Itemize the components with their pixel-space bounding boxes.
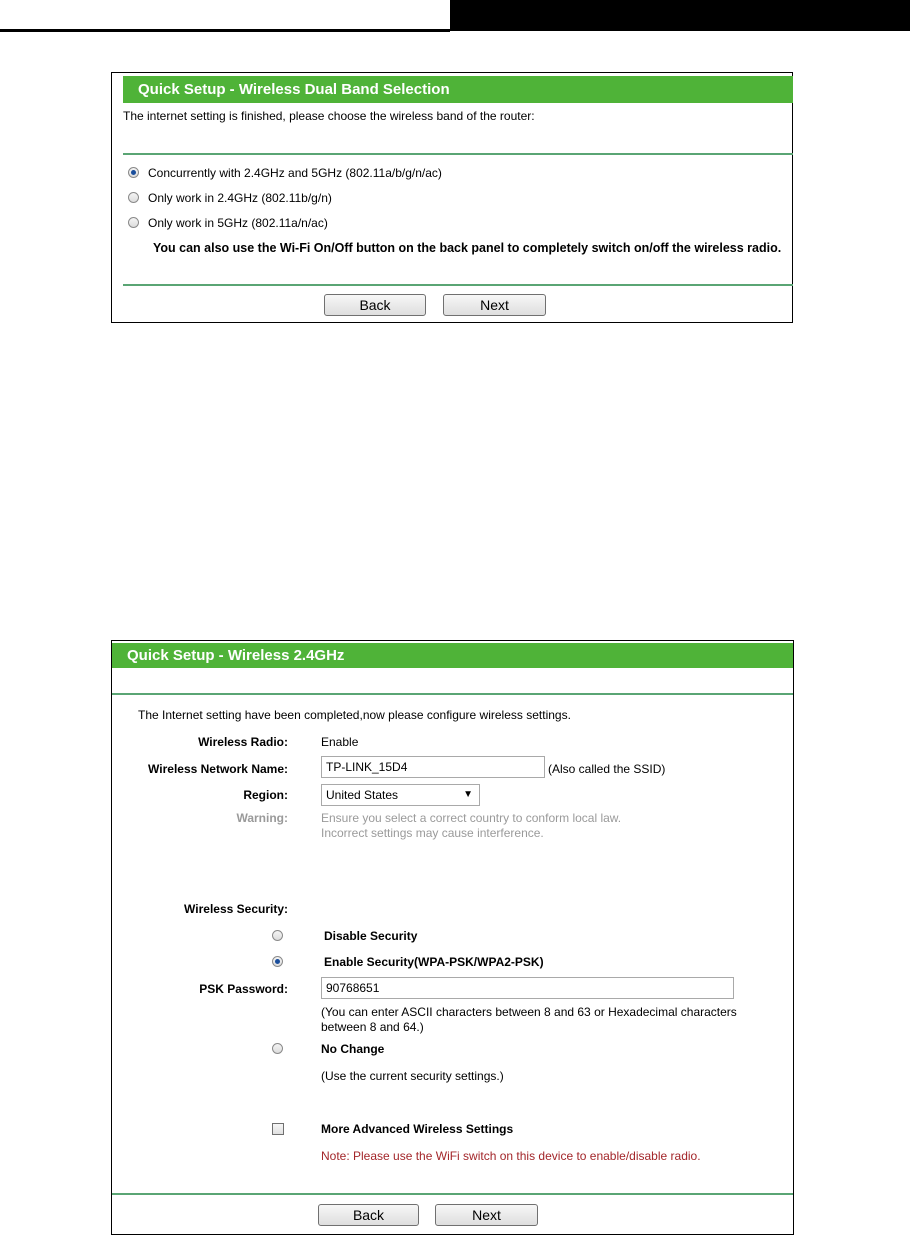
ssid-input[interactable]: TP-LINK_15D4	[321, 756, 545, 778]
band-5ghz-radio[interactable]	[128, 217, 139, 228]
no-change-radio[interactable]	[272, 1043, 283, 1054]
dual-band-panel	[111, 72, 793, 323]
header-black-bar	[450, 0, 910, 31]
header-rule	[0, 29, 450, 32]
band-concurrent-label: Concurrently with 2.4GHz and 5GHz (802.11a/b/g/n/ac)	[148, 166, 442, 180]
wireless-security-label: Wireless Security:	[184, 902, 288, 916]
back-button[interactable]: Back	[324, 294, 426, 316]
disable-security-label: Disable Security	[324, 929, 418, 943]
warning-label: Warning:	[236, 811, 288, 825]
divider	[123, 284, 793, 286]
wireless-radio-label: Wireless Radio:	[198, 735, 288, 749]
enable-security-label: Enable Security(WPA-PSK/WPA2-PSK)	[324, 955, 544, 969]
region-select[interactable]	[321, 784, 480, 806]
radio-switch-note: Note: Please use the WiFi switch on this device to enable/disable radio.	[321, 1149, 701, 1163]
psk-hint-line1: (You can enter ASCII characters between 8 and 63 or Hexadecimal characters	[321, 1005, 737, 1019]
panel-title: Quick Setup - Wireless 2.4GHz	[112, 643, 793, 668]
divider	[112, 693, 793, 695]
panel-title: Quick Setup - Wireless Dual Band Selection	[123, 76, 793, 103]
psk-password-label: PSK Password:	[199, 982, 288, 996]
divider	[112, 1193, 793, 1195]
band-24ghz-radio[interactable]	[128, 192, 139, 203]
ssid-label: Wireless Network Name:	[148, 762, 288, 776]
enable-security-radio[interactable]	[272, 956, 283, 967]
band-5ghz-label: Only work in 5GHz (802.11a/n/ac)	[148, 216, 328, 230]
wireless-radio-value: Enable	[321, 735, 359, 749]
band-concurrent-radio[interactable]	[128, 167, 139, 178]
warning-line2: Incorrect settings may cause interference.	[321, 826, 544, 840]
region-value: United States	[326, 788, 399, 802]
advanced-settings-label: More Advanced Wireless Settings	[321, 1122, 514, 1136]
advanced-settings-checkbox[interactable]	[272, 1123, 284, 1135]
psk-hint-line2: between 8 and 64.)	[321, 1020, 424, 1034]
next-button[interactable]: Next	[443, 294, 546, 316]
band-24ghz-label: Only work in 2.4GHz (802.11b/g/n)	[148, 191, 332, 205]
region-label: Region:	[243, 788, 288, 802]
intro-text: The Internet setting have been completed,now please configure wireless settings.	[138, 708, 571, 722]
warning-line1: Ensure you select a correct country to conform local law.	[321, 811, 622, 825]
divider	[123, 153, 793, 155]
ssid-hint: (Also called the SSID)	[548, 762, 666, 776]
psk-password-input[interactable]: 90768651	[321, 977, 734, 999]
disable-security-radio[interactable]	[272, 930, 283, 941]
wifi-button-note: You can also use the Wi-Fi On/Off button on the back panel to completely switch on/off the wireless radio.	[153, 241, 782, 255]
wireless-24ghz-panel	[111, 640, 794, 1235]
back-button[interactable]: Back	[318, 1204, 419, 1226]
chevron-down-icon: ▼	[463, 789, 473, 800]
no-change-hint: (Use the current security settings.)	[321, 1069, 504, 1083]
no-change-label: No Change	[321, 1042, 385, 1056]
intro-text: The internet setting is finished, please choose the wireless band of the router:	[123, 109, 535, 123]
next-button[interactable]: Next	[435, 1204, 538, 1226]
